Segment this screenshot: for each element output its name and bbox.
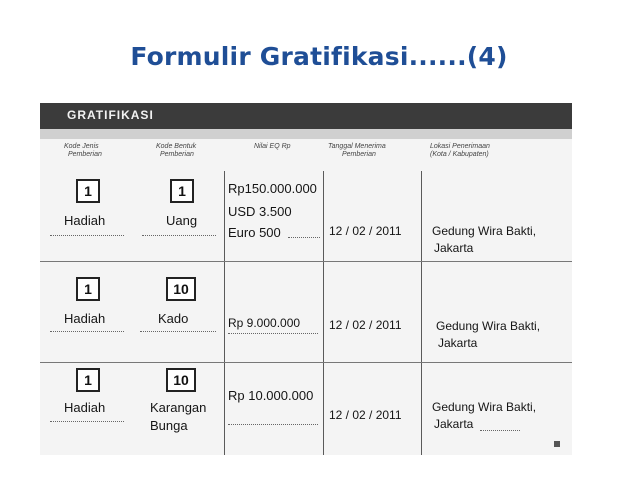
jenis-code-box: 1 — [76, 179, 100, 203]
lokasi-line: Gedung Wira Bakti, — [436, 319, 541, 333]
slide-title: Formulir Gratifikasi......(4) — [130, 42, 508, 71]
dotted-line — [50, 235, 124, 236]
nilai-value: Euro 500 — [228, 225, 281, 240]
tanggal-value: 12 / 02 / 2011 — [329, 408, 402, 422]
dotted-line — [228, 424, 318, 425]
grid-line-vertical — [323, 171, 324, 455]
lokasi-line: Jakarta — [434, 241, 474, 255]
dotted-line — [50, 331, 124, 332]
grid-line-vertical — [224, 171, 225, 455]
dotted-line — [228, 333, 318, 334]
lokasi-line: Gedung Wira Bakti, — [432, 224, 537, 238]
row-separator — [40, 261, 572, 262]
dotted-line — [50, 421, 124, 422]
scan-edge-mark — [554, 441, 560, 447]
bentuk-label: Uang — [166, 213, 198, 228]
jenis-label: Hadiah — [64, 311, 106, 326]
nilai-value: Rp150.000.000 — [228, 181, 317, 196]
header-strip — [40, 129, 572, 139]
jenis-code-box: 1 — [76, 277, 100, 301]
jenis-code-box: 1 — [76, 368, 100, 392]
dotted-line — [480, 430, 520, 431]
form-header-title: GRATIFIKASI — [67, 108, 154, 122]
lokasi-line: Jakarta — [438, 336, 478, 350]
form-header-bar — [40, 103, 572, 129]
jenis-label: Hadiah — [64, 400, 106, 415]
scanned-form — [40, 103, 572, 455]
bentuk-label: Karangan — [150, 400, 207, 415]
row-separator — [40, 362, 572, 363]
jenis-label: Hadiah — [64, 213, 106, 228]
col-header-nilai: Nilai EQ Rp — [254, 143, 291, 150]
col-header-lokasi: Lokasi Penerimaan (Kota / Kabupaten) — [430, 143, 490, 158]
tanggal-value: 12 / 02 / 2011 — [329, 224, 402, 238]
grid-line-vertical — [421, 171, 422, 455]
bentuk-code-box: 10 — [166, 277, 196, 301]
bentuk-code-box: 1 — [170, 179, 194, 203]
col-header-kode-jenis: Kode Jenis Pemberian — [64, 143, 102, 158]
col-header-kode-bentuk: Kode Bentuk Pemberian — [156, 143, 197, 158]
dotted-line — [140, 331, 216, 332]
col-header-tanggal: Tanggal Menerima Pemberian — [328, 143, 386, 158]
nilai-value: USD 3.500 — [228, 204, 292, 219]
lokasi-line: Gedung Wira Bakti, — [432, 400, 537, 414]
dotted-line — [142, 235, 216, 236]
bentuk-code-box: 10 — [166, 368, 196, 392]
tanggal-value: 12 / 02 / 2011 — [329, 318, 402, 332]
dotted-line — [288, 237, 320, 238]
lokasi-line: Jakarta — [434, 417, 474, 431]
nilai-value: Rp 10.000.000 — [228, 388, 314, 403]
nilai-value: Rp 9.000.000 — [228, 316, 301, 330]
bentuk-label: Kado — [158, 311, 189, 326]
bentuk-label: Bunga — [150, 418, 188, 433]
